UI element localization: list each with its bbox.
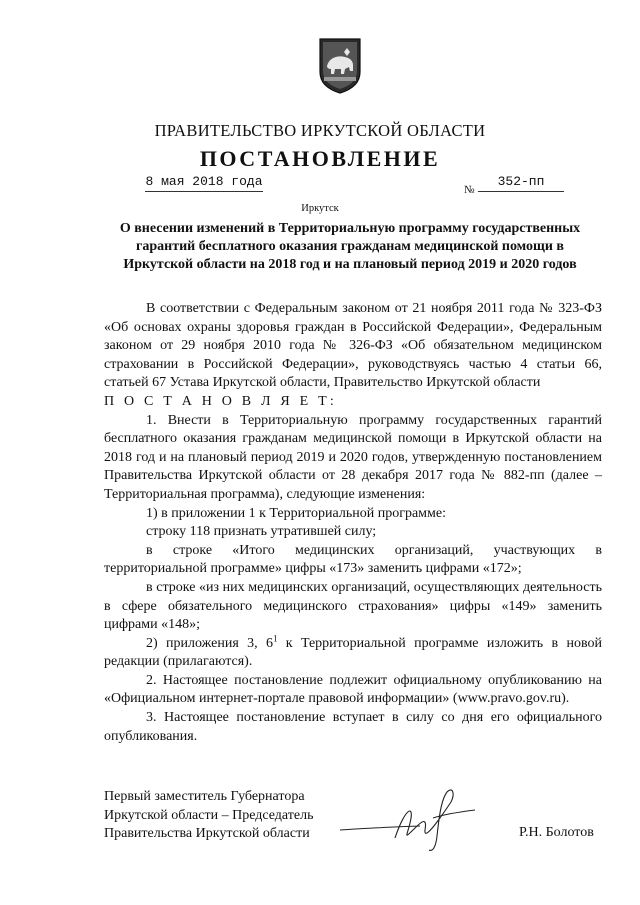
signer-name: Р.Н. Болотов bbox=[519, 825, 594, 840]
government-name: ПРАВИТЕЛЬСТВО ИРКУТСКОЙ ОБЛАСТИ bbox=[154, 121, 486, 140]
city-label: Иркутск bbox=[301, 203, 339, 214]
handwritten-signature bbox=[335, 778, 485, 858]
item-1-2-superscript: 1 bbox=[272, 633, 278, 644]
document-type-title: ПОСТАНОВЛЕНИЕ bbox=[199, 146, 441, 171]
item-3-paragraph: 3. Настоящее постановление вступает в силу со дня его официального опубликования. bbox=[104, 710, 602, 744]
decrees-heading: П О С Т А Н О В Л Я Е Т: bbox=[104, 393, 337, 409]
coat-of-arms-emblem bbox=[317, 36, 363, 94]
item-2-paragraph: 2. Настоящее постановление подлежит официальному опубликованию на «Официальном интернет-портале правовой информации» (www.pravo.gov.ru). bbox=[104, 672, 602, 707]
preamble-paragraph: В соответствии с Федеральным законом от 21 ноября 2011 года № 323-ФЗ «Об основах охраны здоровья граждан в Российской Федерации», Федеральным законом от 29 ноября 2010 года № 326-ФЗ «Об обязательном медицинском страховании в Российской Федерации», руководствуясь частью 4 статьи 66, статьей 67 Устава Иркутской области, Правительство Иркутской области bbox=[104, 301, 602, 391]
number-sign: № bbox=[464, 184, 475, 196]
signer-position bbox=[104, 788, 364, 844]
signer-position-line-2: Иркутской области – Председатель bbox=[104, 807, 314, 823]
item-1-2-text-post: к Территориальной программе изложить в новой редакции (прилагаются). bbox=[104, 635, 602, 670]
item-1-2-paragraph bbox=[104, 635, 602, 672]
item-1-1b-paragraph: в строке «Итого медицинских организаций, участвующих в территориальной программе» цифры «173» заменить цифрами «172»; bbox=[104, 542, 602, 577]
item-1-2-text-pre: 2) приложения 3, 6 bbox=[146, 635, 273, 651]
document-body bbox=[104, 300, 602, 746]
document-date: 8 мая 2018 года bbox=[145, 174, 263, 192]
document-number: 352-пп bbox=[478, 174, 564, 192]
signer-position-line-1: Первый заместитель Губернатора bbox=[104, 789, 305, 804]
item-1-1a-paragraph: строку 118 признать утратившей силу; bbox=[146, 524, 377, 540]
document-subject: О внесении изменений в Территориальную программу государственных гарантий бесплатного оказания гражданам медицинской помощи в Иркутской области на 2018 год и на плановый период 2019 и 2020 годов bbox=[119, 221, 581, 272]
item-1-paragraph: 1. Внести в Территориальную программу государственных гарантий бесплатного оказания гражданам медицинской помощи в Иркутской области на 2018 год и на плановый период 2019 и 2020 годов, утвержденную постановлением Правительства Иркутской области от 28 декабря 2017 года № 882-пп (далее – Территориальная программа), следующие изменения: bbox=[104, 412, 602, 502]
item-1-1-paragraph: 1) в приложении 1 к Территориальной программе: bbox=[146, 505, 446, 521]
signer-position-line-3: Правительства Иркутской области bbox=[104, 826, 310, 842]
item-1-1c-paragraph: в строке «из них медицинских организаций, осуществляющих деятельность в сфере обязательного медицинского страхования» цифры «149» заменить цифрами «148»; bbox=[104, 579, 602, 633]
